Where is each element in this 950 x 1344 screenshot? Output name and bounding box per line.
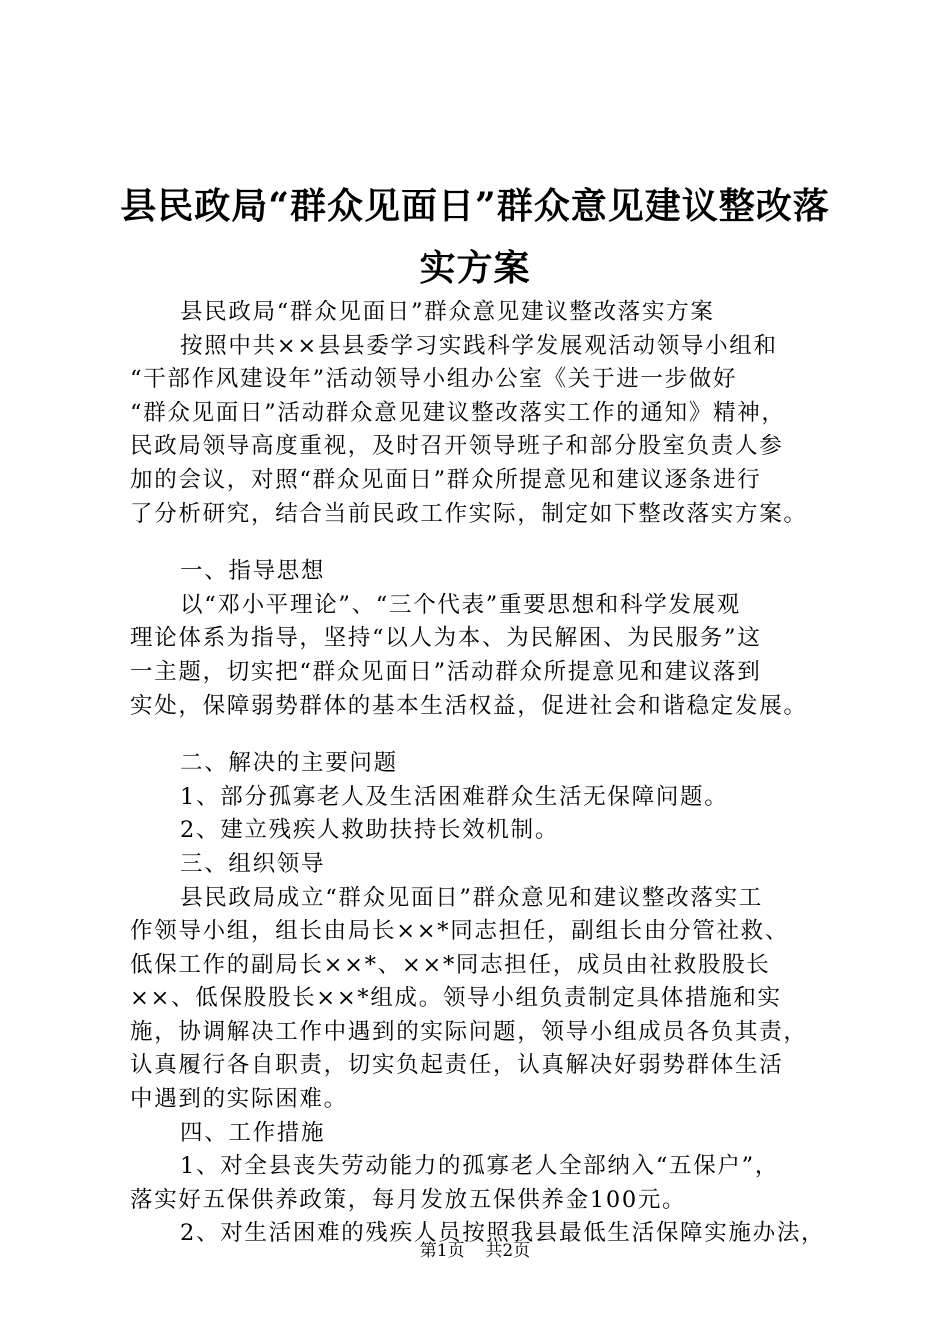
paragraph-line: 低保工作的副局长××*、××*同志担任，成员由社救股股长 bbox=[130, 951, 771, 978]
list-item: 2、对生活困难的残疾人员按照我县最低生活保障实施办法， bbox=[180, 1220, 826, 1247]
paragraph-line: 了分析研究，结合当前民政工作实际，制定如下整改落实方案。 bbox=[130, 500, 808, 527]
paragraph-line: 一主题，切实把“群众见面日”活动群众所提意见和建议落到 bbox=[130, 658, 762, 685]
list-item: 1、对全县丧失劳动能力的孤寡老人全部纳入“五保户”， bbox=[180, 1153, 780, 1180]
paragraph-line: 理论体系为指导，坚持“以人为本、为民解困、为民服务”这 bbox=[130, 625, 762, 652]
paragraph-line: “干部作风建设年”活动领导小组办公室《关于进一步做好 bbox=[130, 366, 738, 393]
paragraph-line: 以“邓小平理论”、“三个代表”重要思想和科学发展观 bbox=[180, 591, 742, 618]
document-title-line-1: 县民政局“群众见面日”群众意见建议整改落 bbox=[120, 185, 830, 227]
paragraph-line: 加的会议，对照“群众见面日”群众所提意见和建议逐条进行 bbox=[130, 466, 762, 493]
paragraph-line: ××、低保股股长××*组成。领导小组负责制定具体措施和实 bbox=[130, 985, 782, 1012]
paragraph-line: “群众见面日”活动群众意见建议整改落实工作的通知》精神， bbox=[130, 399, 786, 426]
paragraph-line: 中遇到的实际困难。 bbox=[130, 1086, 348, 1113]
subtitle-line: 县民政局“群众见面日”群众意见建议整改落实方案 bbox=[180, 299, 715, 325]
page-footer bbox=[0, 1240, 950, 1262]
paragraph-gap bbox=[130, 723, 840, 747]
section-heading: 三、组织领导 bbox=[180, 850, 326, 877]
list-item: 1、部分孤寡老人及生活困难群众生活无保障问题。 bbox=[180, 783, 729, 810]
paragraph-line: 认真履行各自职责，切实负起责任，认真解决好弱势群体生活 bbox=[130, 1052, 784, 1079]
page-number: 第1页 bbox=[419, 1241, 465, 1261]
list-item: 2、建立残疾人救助扶持长效机制。 bbox=[180, 817, 560, 844]
section-heading: 四、工作措施 bbox=[180, 1119, 326, 1146]
paragraph-line: 按照中共××县县委学习实践科学发展观活动领导小组和 bbox=[180, 332, 778, 359]
document-title-line-2: 实方案 bbox=[419, 247, 531, 289]
paragraph-line: 作领导小组，组长由局长××*同志担任，副组长由分管社救、 bbox=[130, 918, 790, 945]
paragraph-line: 落实好五保供养政策，每月发放五保供养金100元。 bbox=[130, 1186, 687, 1213]
paragraph-line: 实处，保障弱势群体的基本生活权益，促进社会和谐稳定发展。 bbox=[130, 692, 808, 719]
page-total: 共2页 bbox=[485, 1241, 531, 1261]
paragraph-line: 施，协调解决工作中遇到的实际问题，领导小组成员各负其责， bbox=[130, 1018, 808, 1045]
section-heading: 一、指导思想 bbox=[180, 558, 326, 585]
paragraph-line: 民政局领导高度重视，及时召开领导班子和部分股室负责人参 bbox=[130, 433, 784, 460]
section-heading: 二、解决的主要问题 bbox=[180, 750, 398, 777]
document-body bbox=[130, 296, 840, 1251]
paragraph-gap bbox=[130, 531, 840, 555]
paragraph-line: 县民政局成立“群众见面日”群众意见和建议整改落实工 bbox=[180, 884, 764, 911]
